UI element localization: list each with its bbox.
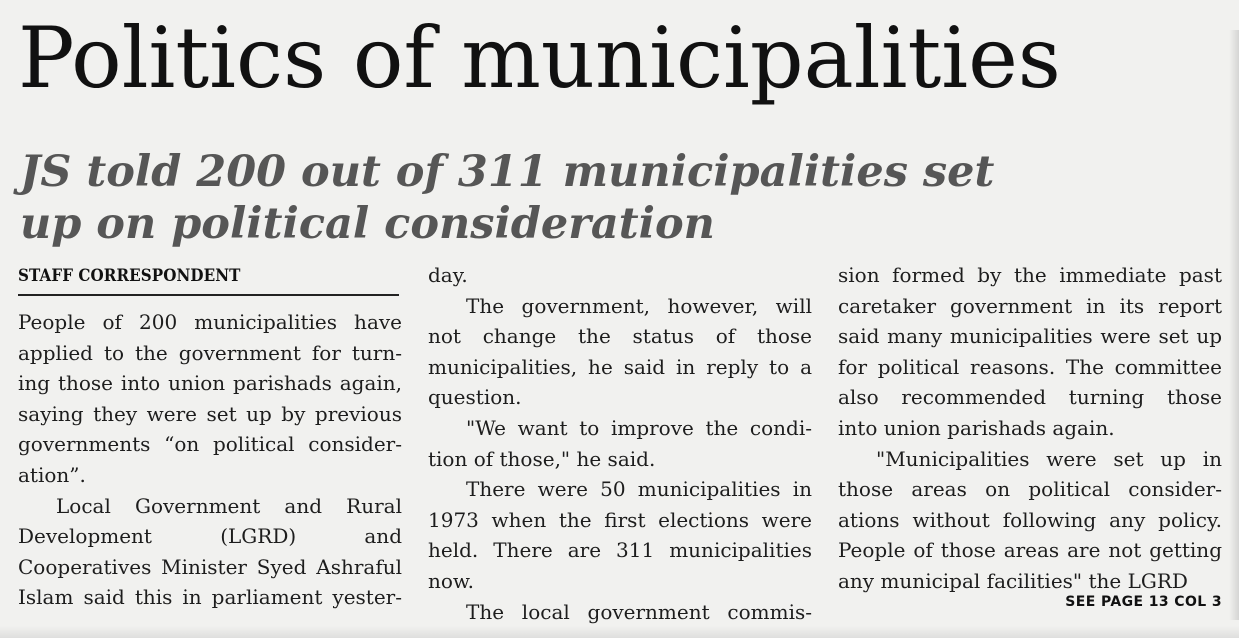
article-line: now. [428, 568, 475, 593]
article-line: ing those into union parishads again, [18, 371, 402, 396]
article-line: Cooperatives Minister Syed Ashraful [18, 554, 402, 579]
article-line: not change the status of those [428, 324, 812, 349]
article-line: question. [428, 385, 522, 410]
article-column-1 [18, 307, 402, 613]
article-line: sion formed by the immediate past [838, 263, 1222, 287]
article-line: ations without following any policy. [838, 507, 1222, 532]
article-line: for political reasons. The committee [838, 354, 1222, 379]
article-line: into union parishads again. [838, 415, 1115, 440]
subheadline: JS told 200 out of 311 municipalities set up on political consideration [20, 147, 995, 249]
paper-bottom-edge [0, 626, 1239, 638]
article-line: "We want to improve the condi- [466, 415, 812, 440]
article-line: applied to the government for turn- [18, 340, 402, 365]
article-line: tion of those," he said. [428, 446, 656, 471]
article-line: Islam said this in parliament yester- [18, 585, 402, 610]
article-line: held. There are 311 municipalities [428, 538, 812, 563]
article-line: Development (LGRD) and [18, 524, 402, 549]
article-line: Local Government and Rural [56, 493, 402, 518]
article-column-2 [428, 260, 812, 627]
article-line: any municipal facilities" the LGRD [838, 568, 1188, 593]
article-line: those areas on political consider- [838, 477, 1222, 502]
article-line: 1973 when the first elections were [428, 507, 812, 532]
article-line: saying they were set up by previous [18, 401, 402, 426]
article-line: municipalities, he said in reply to a [428, 354, 812, 379]
article-line: governments “on political consider- [18, 432, 402, 457]
article-line: People of 200 municipalities have [18, 310, 402, 334]
article-line: said many municipalities were set up [838, 324, 1222, 349]
article-line: The government, however, will [466, 293, 812, 318]
paper-edge-shadow [1229, 30, 1239, 620]
article-line: ation”. [18, 462, 86, 487]
article-line: caretaker government in its report [838, 293, 1222, 318]
article-line: People of those areas are not getting [838, 538, 1222, 563]
article-line: "Municipalities were set up in [876, 446, 1222, 471]
headline: Politics of municipalities [18, 9, 1061, 107]
byline-divider [18, 294, 399, 296]
continuation-note: SEE PAGE 13 COL 3 [1065, 594, 1222, 610]
article-line: There were 50 municipalities in [466, 477, 812, 502]
article-line: also recommended turning those [838, 385, 1222, 410]
article-line: The local government commis- [466, 599, 812, 624]
article-column-3 [838, 260, 1222, 597]
article-line: day. [428, 263, 468, 287]
byline: STAFF CORRESPONDENT [18, 266, 241, 286]
